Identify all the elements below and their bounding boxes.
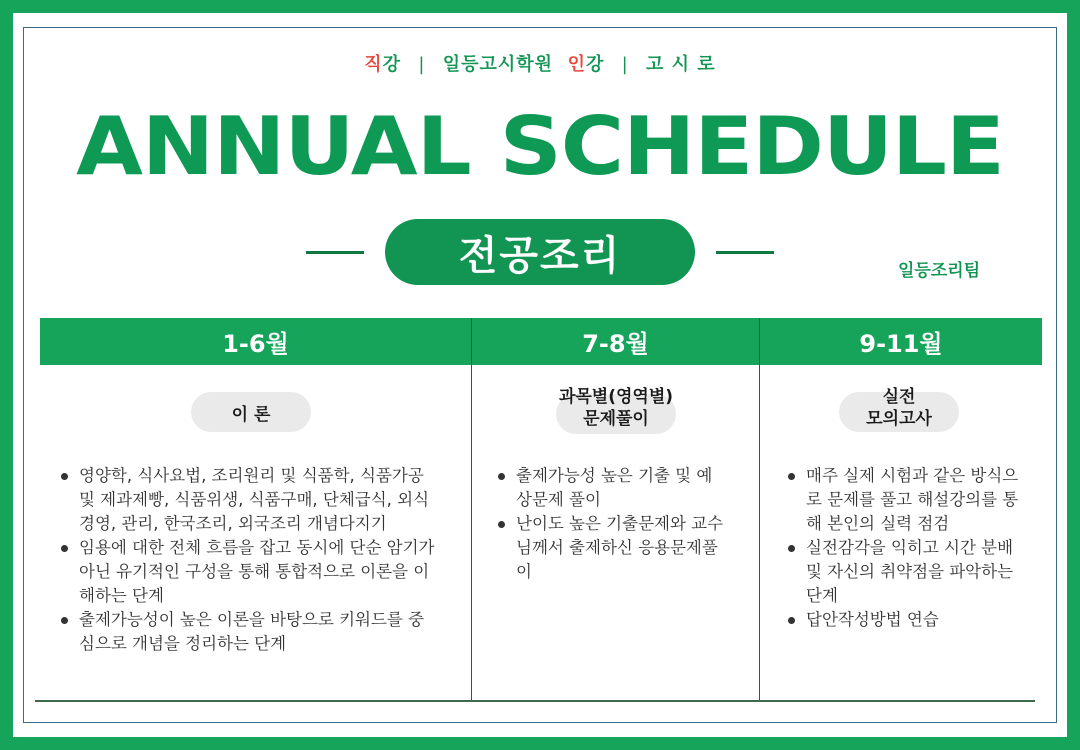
table-bottom-border (35, 700, 1035, 702)
column-1 (40, 318, 471, 704)
header-line (0, 50, 1080, 76)
column-3 (760, 318, 1042, 704)
left-dash (306, 251, 364, 254)
header-separator: | (418, 54, 426, 75)
list-item: 영양학, 식사요법, 조리원리 및 식품학, 식품가공 및 제과제빵, 식품위생, 식품구매, 단체급식, 외식경영, 관리, 한국조리, 외국조리 개념다지기 (55, 464, 435, 536)
column-header: 9-11월 (760, 318, 1042, 365)
list-item: 출제가능성 높은 기출 및 예상문제 풀이 (492, 464, 728, 512)
list-item: 임용에 대한 전체 흐름을 잡고 동시에 단순 암기가 아닌 유기적인 구성을 통해 통합적으로 이론을 이해하는 단계 (55, 536, 435, 608)
category-tag: 과목별(영역별) 문제풀이 (558, 387, 674, 429)
list-item: 출제가능성이 높은 이론을 바탕으로 키워드를 중심으로 개념을 정리하는 단계 (55, 608, 435, 656)
header-text-4: 고 시 로 (646, 54, 716, 75)
header-red-1: 직 (364, 54, 383, 75)
header-text-1: 강 (382, 54, 402, 75)
item-list (55, 464, 435, 656)
column-header: 1-6월 (40, 318, 471, 365)
column-header: 7-8월 (472, 318, 759, 365)
item-list (492, 464, 728, 584)
category-tag: 이 론 (191, 392, 311, 432)
header-text-3: 강 (585, 54, 605, 75)
header-red-3: 인 (567, 54, 586, 75)
header-separator: | (621, 54, 629, 75)
team-label: 일등조리팀 (898, 261, 981, 281)
page-title: ANNUAL SCHEDULE (76, 100, 1004, 193)
schedule-table (40, 318, 1042, 704)
header-text-2: 일등고시학원 (442, 54, 554, 75)
subject-pill: 전공조리 (385, 219, 695, 285)
list-item: 실전감각을 익히고 시간 분배 및 자신의 취약점을 파악하는 단계 (782, 536, 1032, 608)
list-item: 매주 실제 시험과 같은 방식으로 문제를 풀고 해설강의를 통해 본인의 실력 점검 (782, 464, 1032, 536)
right-dash (716, 251, 774, 254)
column-2 (472, 318, 759, 704)
item-list (782, 464, 1032, 632)
category-tag: 실전 모의고사 (866, 387, 932, 429)
list-item: 난이도 높은 기출문제와 교수님께서 출제하신 응용문제풀이 (492, 512, 728, 584)
list-item: 답안작성방법 연습 (782, 608, 1032, 632)
